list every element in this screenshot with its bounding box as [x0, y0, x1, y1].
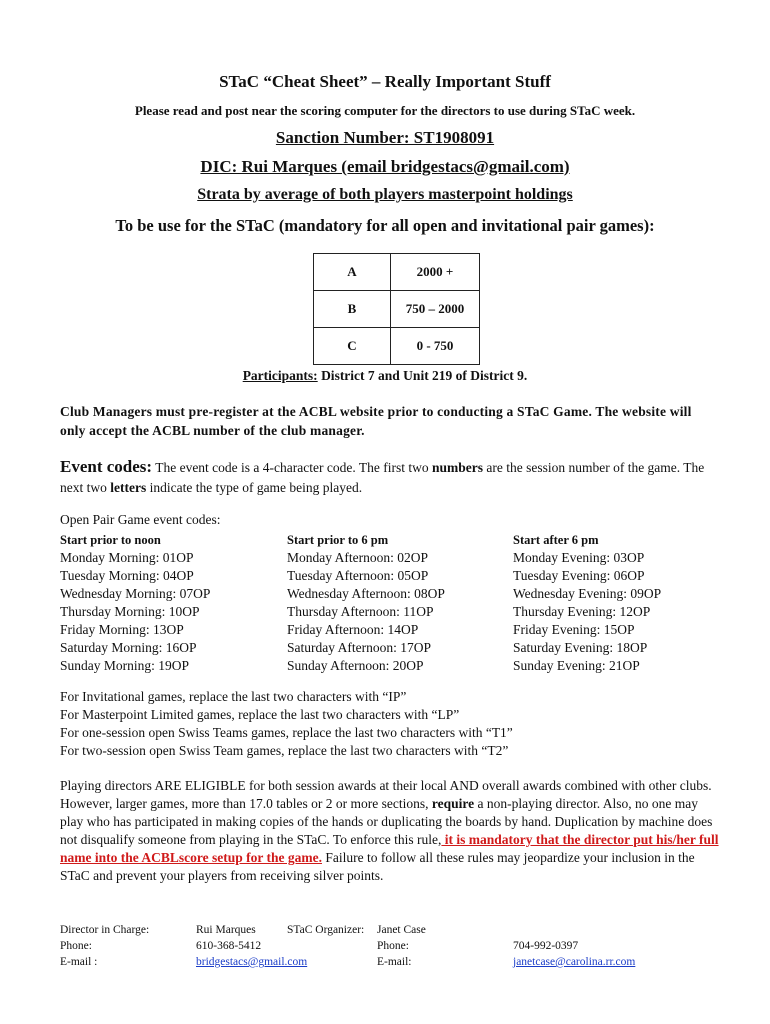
list-item: Monday Afternoon: 02OP: [287, 550, 428, 565]
director-in-charge-heading: DIC: Rui Marques (email bridgestacs@gmail.com): [200, 157, 570, 176]
list-item: Thursday Afternoon: 11OP: [287, 604, 434, 619]
column-header: Start prior to noon: [60, 533, 161, 547]
list-item: Sunday Morning: 19OP: [60, 658, 190, 673]
list-item: Thursday Morning: 10OP: [60, 604, 200, 619]
mandatory-warning: it is mandatory that the director put his/her full name into the ACBLscore setup for the game.: [60, 832, 719, 865]
list-item: Tuesday Afternoon: 05OP: [287, 568, 429, 583]
list-item: Saturday Afternoon: 17OP: [287, 640, 431, 655]
strata-range: 750 – 2000: [391, 291, 480, 328]
strata-heading: Strata by average of both players masterpoint holdings: [197, 186, 573, 203]
replacement-rules: [60, 688, 513, 760]
event-codes-bold: letters: [110, 480, 147, 495]
sanction-number: Sanction Number: ST1908091: [275, 128, 495, 147]
strata-table: [313, 253, 480, 365]
organizer-phone: 704-992-0397: [513, 940, 579, 952]
participants-label: Participants:: [242, 368, 318, 383]
director-label: Director in Charge:: [60, 924, 150, 936]
strata-letter: C: [314, 328, 391, 365]
list-item: Sunday Evening: 21OP: [513, 658, 640, 673]
event-codes-text: The event code is a 4-character code. The first two: [152, 460, 432, 475]
organizer-name: Janet Case: [377, 924, 426, 936]
strata-range: 0 - 750: [391, 328, 480, 365]
event-codes-bold: numbers: [431, 460, 483, 475]
event-codes-paragraph: [60, 457, 720, 498]
eligibility-paragraph: [60, 777, 720, 885]
email-label: E-mail :: [60, 956, 98, 968]
list-item: Tuesday Evening: 06OP: [513, 568, 645, 583]
column-header: Start after 6 pm: [513, 533, 599, 547]
open-pair-label: Open Pair Game event codes:: [60, 512, 221, 527]
participants-line: [0, 368, 770, 384]
director-email-link[interactable]: bridgestacs@gmail.com: [196, 956, 308, 968]
list-item: Wednesday Evening: 09OP: [513, 586, 662, 601]
list-item: Wednesday Morning: 07OP: [60, 586, 211, 601]
list-item: Saturday Morning: 16OP: [60, 640, 197, 655]
organizer-label: STaC Organizer:: [287, 924, 365, 936]
organizer-email-link[interactable]: janetcase@carolina.rr.com: [513, 956, 636, 968]
strata-letter: A: [314, 254, 391, 291]
list-item: Sunday Afternoon: 20OP: [287, 658, 424, 673]
document-title: STaC “Cheat Sheet” – Really Important Stuff: [219, 72, 551, 91]
organizer-labels: [377, 922, 426, 970]
document-subtitle: Please read and post near the scoring computer for the directors to use during STaC week.: [134, 103, 636, 118]
strata-range: 2000 +: [391, 254, 480, 291]
list-item: Saturday Evening: 18OP: [513, 640, 648, 655]
footer-labels: [60, 922, 149, 970]
paragraph-text: a non-playing director. Also, no one may play who has participated in making copies of the hands or duplicating the boards by hand. Duplication by machine does not disqualify someone from playing in the STaC. To enforce this rule,: [60, 796, 713, 847]
organizer-contact: [513, 938, 635, 970]
strata-row: [314, 254, 480, 291]
paragraph-text: Playing directors ARE ELIGIBLE for both session awards at their local AND overall awards combined with other clubs. However, larger games, more than 17.0 tables or 2 or more sections,: [60, 778, 712, 811]
list-item: Friday Evening: 15OP: [513, 622, 635, 637]
list-item: For Masterpoint Limited games, replace the last two characters with “LP”: [60, 707, 460, 722]
event-codes-heading: Event codes:: [60, 457, 153, 476]
list-item: Tuesday Morning: 04OP: [60, 568, 194, 583]
list-item: For two-session open Swiss Team games, replace the last two characters with “T2”: [60, 743, 509, 758]
participants-text: District 7 and Unit 219 of District 9.: [317, 368, 528, 383]
organizer-email-label: E-mail:: [377, 956, 412, 968]
event-codes-text: are the session number of the game. The next two: [60, 460, 705, 495]
strata-row: [314, 328, 480, 365]
phone-label: Phone:: [60, 940, 92, 952]
list-item: Monday Morning: 01OP: [60, 550, 194, 565]
event-codes-text: indicate the type of game being played.: [146, 480, 363, 495]
organizer-phone-label: Phone:: [377, 940, 409, 952]
director-phone: 610-368-5412: [196, 940, 262, 952]
director-name: Rui Marques: [196, 924, 256, 936]
list-item: Monday Evening: 03OP: [513, 550, 645, 565]
paragraph-bold: require: [431, 796, 475, 811]
strata-row: [314, 291, 480, 328]
codes-column-evening: [513, 531, 733, 675]
list-item: Friday Afternoon: 14OP: [287, 622, 419, 637]
column-header: Start prior to 6 pm: [287, 533, 389, 547]
list-item: Thursday Evening: 12OP: [513, 604, 651, 619]
strata-letter: B: [314, 291, 391, 328]
list-item: For one-session open Swiss Teams games, replace the last two characters with “T1”: [60, 725, 513, 740]
list-item: For Invitational games, replace the last two characters with “IP”: [60, 689, 407, 704]
paragraph-text: Failure to follow all these rules may jeopardize your inclusion in the STaC and prevent your players from receiving silver points.: [60, 850, 695, 883]
codes-column-6pm: [287, 531, 507, 675]
club-manager-notice: Club Managers must pre-register at the ACBL website prior to conducting a STaC Game. The website will only accept the ACBL number of the club manager.: [60, 404, 692, 438]
list-item: Friday Morning: 13OP: [60, 622, 184, 637]
codes-column-noon: [60, 531, 280, 675]
mandatory-heading: To be use for the STaC (mandatory for all open and invitational pair games):: [115, 216, 655, 235]
list-item: Wednesday Afternoon: 08OP: [287, 586, 445, 601]
